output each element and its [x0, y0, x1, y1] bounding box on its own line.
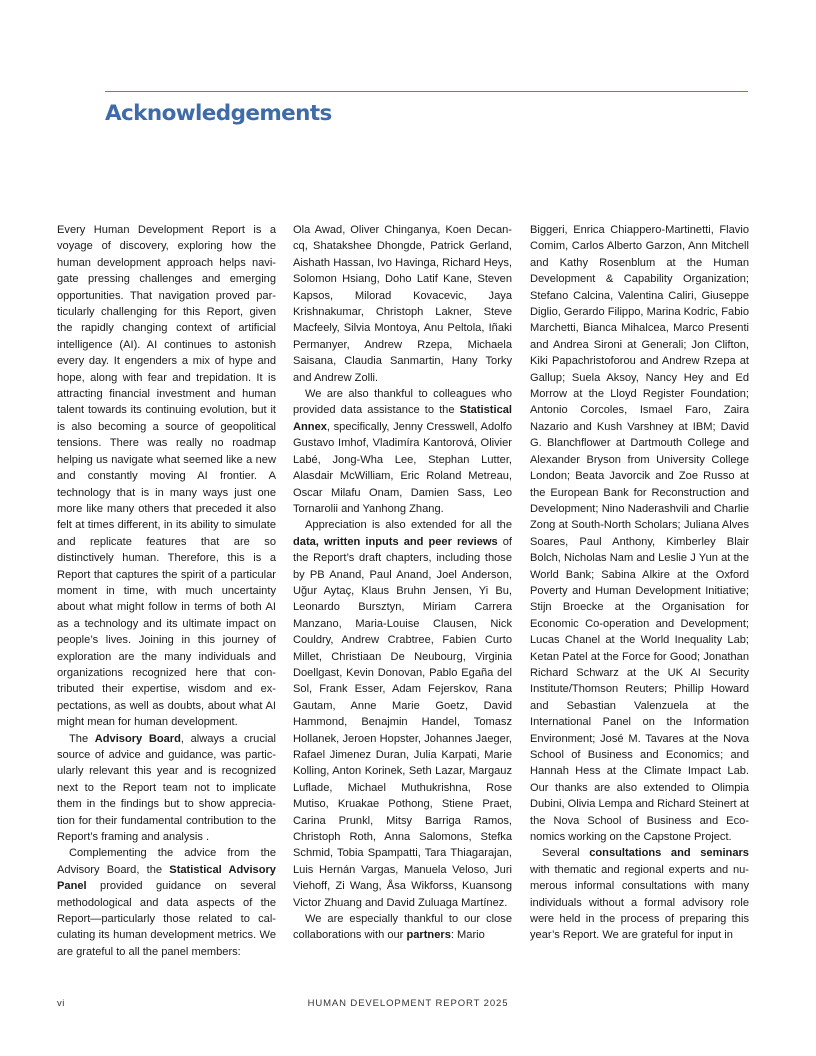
title-rule: [105, 91, 748, 92]
paragraph: [530, 845, 749, 943]
bold-text-run: Statistical Annex: [293, 404, 512, 433]
page-number: vi: [57, 998, 65, 1009]
text-run: Appreciation is also extended for all the: [305, 519, 512, 532]
text-run: with thematic and regional experts and numerous informal consultations with many individuals without a formal advisory role were held in the process of preparing this year’s Report. We are grateful for input in: [530, 863, 749, 942]
bold-text-run: Advisory Board: [94, 732, 181, 745]
text-column-3: [530, 222, 749, 944]
text-column-1: [57, 222, 276, 960]
text-run: The: [69, 732, 95, 745]
paragraph: [293, 222, 512, 386]
text-run: We are also thankful to colleagues who provided data assistance to the: [293, 388, 512, 417]
text-run: , always a crucial source of advice and guidance, was particularly relevant this year and is recognized next to the Report team not to implicate them in the findings but to show appreciation for their fundamental contribution to the Report’s framing and analysis .: [57, 732, 277, 844]
text-run: of the Report’s draft chapters, including those by PB Anand, Paul Anand, Joel Anderson, Uğur Aytaç, Klaus Bruhn Jensen, Yi Bu, Leonardo Bursztyn, Miriam Carrera Manzano, Maria-Louise Clausen, Nick Couldry, Andrew Crabtree, Fabien Curto Millet, Christiaan De Neubourg, Virginia Doellgast, Kevin Donovan, Pablo Egaña del Sol, Frank Esser, Adam Fejerskov, Rana Gautam, Anne Marie Goetz, David Hammond, Benajmin Handel, Tomasz Hollanek, Jeroen Hopster, Johannes Jaeger, Rafael Jimenez Duran, Julia Karpati, Marie Kolling, Anton Korinek, Seth Lazar, Margauz Luflade, Michael Muthukrishna, Rose Mutiso, Kruakae Pothong, Stiene Praet, Carina Prunkl, Mitsy Barriga Ramos, Christoph Roth, Anna Salomons, Stefka Schmid, Tobia Spampatti, Tara Thiagarajan, Luis Hernán Vargas, Manuela Veloso, Juri Viehoff, Zi Wang, Åsa Wikforss, Kuansong Victor Zhuang and David Zuluaga Martínez.: [293, 535, 512, 909]
text-run: Biggeri, Enrica Chiappero-Martinetti, Flavio Comim, Carlos Alberto Garzon, Ann Mitchell and Kathy Rosenblum at the Human Development & Capability Organization; Stefano Calcina, Valentina Caliri, Giuseppe Diglio, Gerardo Filippo, Marina Kodric, Fabio Marchetti, Bianca Mihalcea, Marco Presenti and Andrea Sironi at Generali; Jon Clifton, Kiki Papachristoforou and Andrew Rzepa at Gallup; Suela Aksoy, Nancy Hey and Ed Morrow at the Lloyd Register Foundation; Antonio Corcoles, Ismael Faro, Zaira Nazario and Kush Varshney at IBM; David G. Blanchflower at Dartmouth College and Alexander Bryson from University College London; Beata Javorcik and Zoe Russo at the European Bank for Reconstruction and Development; Nino Naderashvili and Charlie Zong at South-North Scholars; Juliana Alves Soares, Paul Anthony, Kimberley Blair Bolch, Nicholas Nam and Leslie J Yun at the World Bank; Sabina Alkire at the Oxford Poverty and Human Development Initiative; Stijn Broecke at the Organisation for Economic Co-operation and Development; Lucas Chanel at the World Inequality Lab; Ketan Patel at the Force for Good; Jonathan Richard Schwarz at the UK AI Security Institute/Thomson Reuters; Phillip Howard and Sebastian Valenzuela at the International Panel on the Information Environment; José M. Tavares at the Nova School of Business and Economics; and Hannah Hess at the Climate Impact Lab. Our thanks are also extended to Olimpia Dubini, Olivia Lempa and Richard Steinert at the Nova School of Business and Economics working on the Capstone Project.: [530, 224, 749, 844]
paragraph: [57, 845, 276, 960]
paragraph: [293, 386, 512, 517]
bold-text-run: consultations and seminars: [589, 847, 749, 860]
text-run: Complementing the advice from the Advisory Board, the: [57, 847, 276, 876]
text-run: Ola Awad, Oliver Chinganya, Koen Decancq, Shatakshee Dhongde, Patrick Gerland, Aishath Hassan, Ivo Havinga, Richard Heys, Solomon Hsiang, Doho Latif Kane, Steven Kapsos, Milorad Kovacevic, Jaya Krishnakumar, Christoph Lakner, Steve Macfeely, Silvia Montoya, Anu Peltola, Iñaki Permanyer, Andrew Rzepa, Michaela Saisana, Claudia Sanmartin, Hany Torky and Andrew Zolli.: [293, 224, 512, 384]
text-run: Every Human Development Report is a voyage of discovery, exploring how the human development approach helps navigate pressing challenges and emerging opportunities. That navigation proved particularly challenging for this Report, given the rapidly changing context of artificial intelligence (AI). AI continues to astonish every day. It engenders a mix of hype and hope, along with fear and trepidation. It is attracting financial investment and human talent towards its continuing evolution, but it is also becoming a source of geopolitical tensions. There was really no roadmap helping us navigate what seemed like a new and constantly moving AI frontier. A technology that is in many ways just one more like many others that preceded it also felt at times different, in its ability to simulate and replicate features that are so distinctively human. Therefore, this is a Report that captures the spirit of a particular moment in time, with much uncertainty about what might follow in terms of both AI as a technology and its ultimate impact on people’s lives. Joining in this journey of exploration are the many individuals and organizations recognized here that contributed their expertise, wisdom and expectations, as well as doubts, about what AI might mean for human development.: [57, 224, 276, 729]
bold-text-run: Statistical Advisory Panel: [57, 863, 276, 893]
page-title: Acknowledgements: [105, 101, 332, 126]
text-run: provided guidance on several methodological and data aspects of the Report—particularly those related to calculating its human development metrics. We are grateful to all the panel members:: [57, 880, 276, 958]
paragraph: [293, 517, 512, 911]
text-run: We are especially thankful to our close collaborations with our: [293, 913, 512, 942]
text-run: , specifically, Jenny Cresswell, Adolfo Gustavo Imhof, Vladimíra Kantorová, Olivier Labé, Jong-Wha Lee, Stephan Lutter, Alasdair McWilliam, Eric Roland Metreau, Oscar Milafu Onam, Damien Sass, Leo Tornarolii and Yanhong Zhang.: [293, 420, 512, 515]
paragraph: [57, 731, 276, 846]
paragraph: [293, 911, 512, 944]
bold-text-run: partners: [406, 929, 451, 942]
text-run: Several: [542, 847, 590, 860]
running-footer-title: HUMAN DEVELOPMENT REPORT 2025: [307, 998, 509, 1009]
paragraph: [530, 222, 749, 845]
paragraph: [57, 222, 276, 731]
bold-text-run: data, written inputs and peer reviews: [293, 535, 498, 548]
text-run: : Mario: [450, 929, 485, 942]
text-column-2: [293, 222, 512, 944]
